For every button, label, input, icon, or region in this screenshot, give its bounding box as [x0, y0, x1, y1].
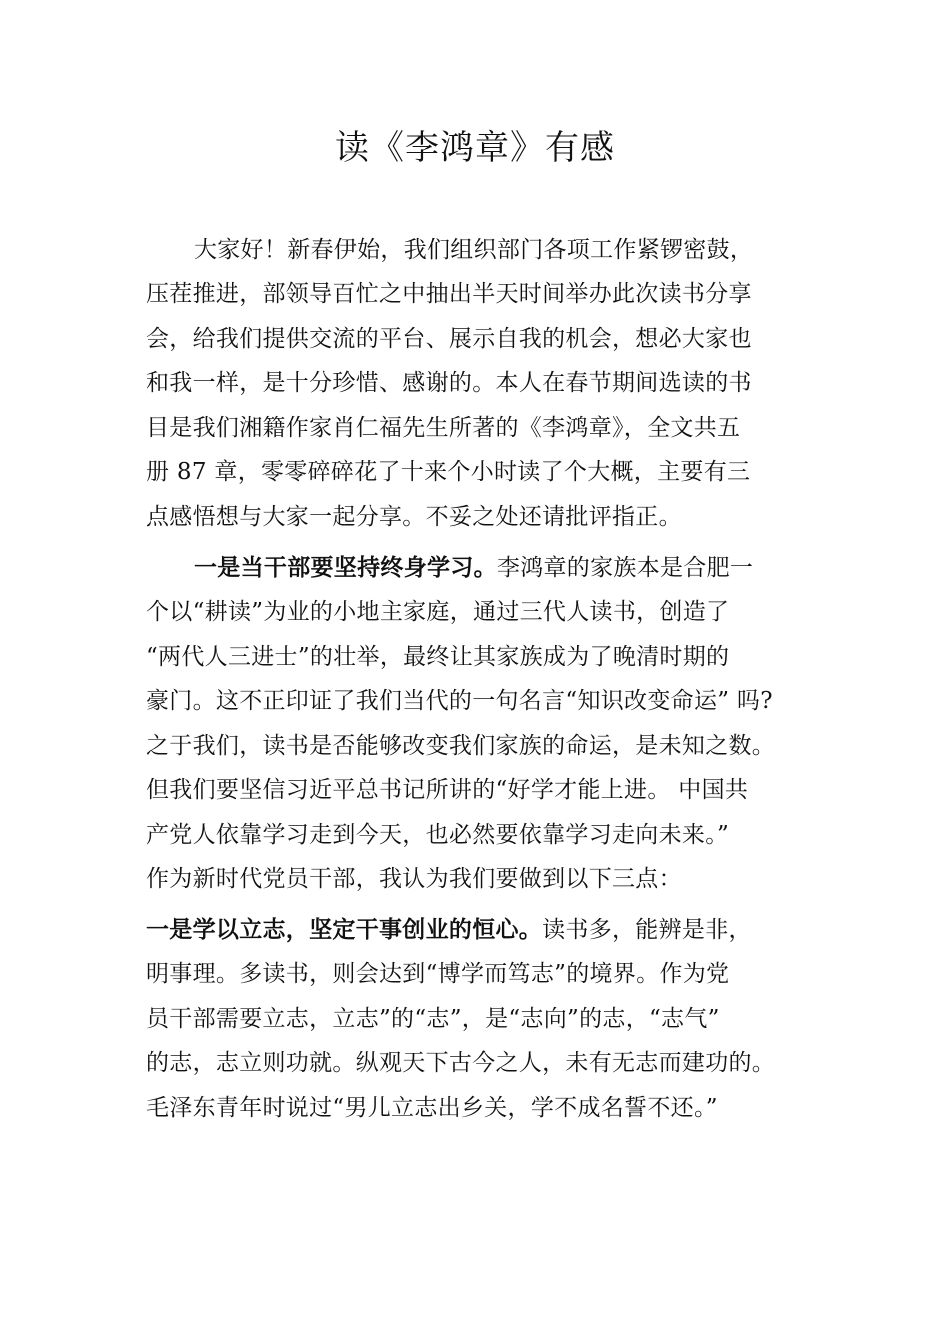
paragraph3-line-5: 毛泽东青年时说过“男儿立志出乡关，学不成名誓不还。”	[146, 1095, 718, 1121]
paragraph2-line-5: 之于我们，读书是否能够改变我们家族的命运，是未知之数。	[146, 733, 776, 759]
paragraph2-line-3: “两代人三进士”的壮举，最终让其家族成为了晚清时期的	[146, 644, 730, 670]
paragraph1-line-2: 压茬推进，部领导百忙之中抽出半天时间举办此次读书分享	[146, 281, 752, 307]
paragraph3-line-3: 员干部需要立志，立志”的“志”，是“志向”的志，“志气”	[146, 1006, 720, 1032]
paragraph2-line-2: 个以“耕读”为业的小地主家庭，通过三代人读书，创造了	[146, 599, 730, 625]
paragraph1-line-3: 会，给我们提供交流的平台、展示自我的机会，想必大家也	[146, 326, 752, 352]
paragraph1-line-7: 点感悟想与大家一起分享。不妥之处还请批评指正。	[146, 504, 682, 530]
document-title: 读《李鸿章》有感	[335, 128, 615, 168]
paragraph3-heading: 一是学以立志，坚定干事创业的恒心。	[146, 917, 543, 943]
paragraph3-line-4: 的志，志立则功就。纵观天下古今之人，未有无志而建功的。	[146, 1050, 776, 1076]
paragraph2-line-8: 作为新时代党员干部，我认为我们要做到以下三点：	[146, 866, 682, 892]
paragraph1-line-4: 和我一样，是十分珍惜、感谢的。本人在春节期间选读的书	[146, 370, 752, 396]
paragraph2-line-6: 但我们要坚信习近平总书记所讲的“好学才能上进。 中国共	[146, 777, 749, 803]
paragraph2-line-1	[194, 550, 753, 586]
paragraph3-first-line-text: 读书多，能辨是非，	[542, 917, 752, 943]
paragraph3-line-1	[146, 912, 752, 948]
paragraph2-heading: 一是当干部要坚持终身学习。	[194, 555, 497, 581]
paragraph2-line-4: 豪门。这不正印证了我们当代的一句名言“知识改变命运” 吗?	[146, 688, 773, 714]
paragraph2-first-line-text: 李鸿章的家族本是合肥一	[496, 555, 754, 581]
paragraph1-line-1: 大家好！新春伊始，我们组织部门各项工作紧锣密鼓，	[194, 237, 754, 263]
paragraph1-line-5: 目是我们湘籍作家肖仁福先生所著的《李鸿章》，全文共五	[146, 415, 741, 441]
paragraph2-line-7: 产党人依靠学习走到今天，也必然要依靠学习走向未来。”	[146, 822, 730, 848]
paragraph1-line-6: 册 87 章，零零碎碎花了十来个小时读了个大概，主要有三	[146, 459, 751, 485]
paragraph3-line-2: 明事理。多读书，则会达到“博学而笃志”的境界。作为党	[146, 961, 730, 987]
